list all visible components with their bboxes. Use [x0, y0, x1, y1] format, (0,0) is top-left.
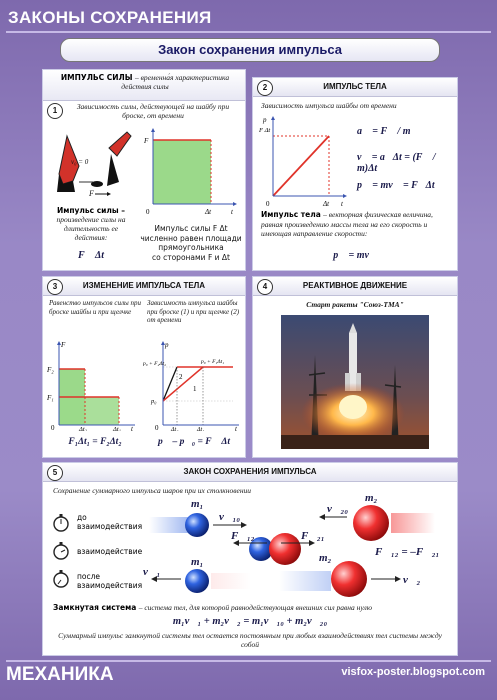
conservation-formula: m₁v⃗₁ + m₂v⃗₂ = m₁v⃗₁₀ + m₂v⃗₂₀	[172, 616, 328, 627]
label-f12: F⃗₁₂	[231, 530, 255, 542]
closed-system-definition	[53, 603, 453, 612]
footer-title: МЕХАНИКА	[6, 664, 114, 685]
phase-before-label: до взаимодействия	[77, 513, 143, 531]
label-m1-before: m₁	[191, 498, 204, 510]
closed-system-bold: Замкнутая система	[53, 603, 137, 612]
panel3-eq-right: p⃗ – p⃗₀ = F⃗ Δt	[158, 437, 230, 447]
panel2-definition	[261, 210, 453, 239]
panel1-note-line3: прямоугольника	[158, 243, 224, 252]
panel1-heading	[43, 70, 245, 101]
ball-m1-before	[185, 513, 209, 537]
graph4-p0f: p₀ + F₁Δt₁	[201, 359, 225, 365]
graph1-axis-t: t	[231, 208, 233, 216]
phase-during-label: взаимодействие	[77, 547, 143, 556]
graph3-axis-o: 0	[51, 424, 55, 431]
label-v20: v⃗₂₀	[327, 503, 349, 515]
graph2-axis-dt: Δt	[323, 200, 330, 208]
panel2-subtitle: Зависимость импульса шайбы от времени	[261, 101, 397, 110]
impulse-equality-graph	[47, 339, 139, 431]
panel-momentum-change	[42, 276, 246, 458]
panel4-number: 4	[257, 279, 273, 295]
label-m2-before: m₂	[365, 492, 378, 504]
momentum-compare-graph	[143, 339, 243, 431]
bottom-divider	[6, 660, 491, 662]
panel1-note-line4: со сторонами F и Δt	[152, 252, 230, 262]
section-title: ЗАКОНЫ СОХРАНЕНИЯ	[8, 8, 212, 27]
panel2-def-formula: p⃗ = mv⃗	[333, 250, 377, 261]
label-m1-after: m₁	[191, 556, 204, 568]
panel5-subtitle: Сохранение суммарного импульса шаров при их столкновении	[53, 486, 252, 495]
label-newton3: F⃗₁₂ = –F⃗₂₁	[375, 546, 440, 558]
ball-collision-diagram	[139, 491, 453, 603]
graph4-axis-o: 0	[155, 424, 159, 431]
graph4-dt1: Δt₁	[197, 427, 205, 431]
ball-m2-after	[331, 561, 367, 597]
graph2-axis-fdt: F Δt	[259, 127, 271, 134]
graph1-axis-f: F	[144, 137, 149, 145]
panel1-subtitle: Зависимость силы, действующей на шайбу при броске, от времени	[76, 102, 230, 120]
panel3-eq-left: F₁Δt₁ = F₂Δt₂	[68, 437, 122, 447]
graph4-lbl2: 2	[179, 373, 183, 381]
rocket-body	[349, 333, 357, 391]
hockey-puck-illustration	[49, 126, 139, 206]
panel1-note-line1: Импульс силы F Δt	[154, 224, 228, 233]
graph4-p0: p₀	[151, 398, 157, 405]
graph3-f1: F₁	[47, 394, 54, 402]
graph1-axis-dt: Δt	[205, 208, 212, 216]
panel1-def-rest: произведение силы на длительность ее действия:	[56, 215, 126, 242]
stopwatch-icon	[51, 541, 71, 561]
force-area-rect	[153, 140, 211, 204]
graph2-axis-o: 0	[266, 200, 270, 208]
footer-website: visfox-poster.blogspot.com	[341, 666, 485, 678]
panel1-note	[139, 224, 243, 262]
label-v1: v⃗₁	[143, 566, 161, 578]
ball-m2-collide	[269, 533, 301, 565]
panel2-eq2: v⃗ = a⃗Δt = (F⃗ / m)Δt	[357, 152, 436, 174]
panel1-def-formula: F⃗ Δt	[78, 250, 104, 261]
panel4-caption: Старт ракеты "Союз-ТМА"	[306, 300, 404, 309]
graph3-f2: F₂	[47, 366, 54, 374]
ball-m2-before	[353, 505, 389, 541]
panel1-number: 1	[47, 103, 63, 119]
label-v10: v⃗₁₀	[219, 511, 241, 523]
phase-after-label: после взаимодействия	[77, 572, 143, 590]
panel3-number: 3	[47, 279, 63, 295]
puck-v0-label: v₀ = 0	[71, 158, 89, 166]
graph3-axis-t: t	[131, 425, 133, 431]
panel5-summary: Суммарный импульс замкнутой системы тел остается постоянным при любых взаимодействиях тел системы между собой	[58, 631, 442, 649]
graph4-dt2: Δt₂	[171, 427, 179, 431]
graph1-axis-o: 0	[146, 208, 150, 216]
momentum-time-graph	[259, 114, 349, 212]
graph4-axis-p: p	[165, 341, 169, 349]
panel-body-momentum	[252, 77, 458, 271]
graph4-p0f2: p₀ + F₂Δt₂	[143, 361, 167, 367]
rocket-launch-photo	[281, 315, 429, 449]
panel5-heading: ЗАКОН СОХРАНЕНИЯ ИМПУЛЬСА	[43, 463, 457, 482]
impulse-area-1	[59, 397, 119, 425]
panel-conservation-law	[42, 462, 458, 656]
panel1-heading-bold: ИМПУЛЬС СИЛЫ	[60, 73, 133, 82]
graph4-lbl1: 1	[193, 385, 197, 393]
panel1-definition	[47, 206, 135, 242]
panel2-def-rest: – векторная физическая величина, равная произведению массы тела на его скорость и имеющая направление скорости:	[261, 210, 433, 238]
graph2-axis-t: t	[341, 200, 343, 208]
graph2-axis-p: p	[263, 116, 267, 124]
stopwatch-icon	[51, 569, 71, 589]
label-f21: F⃗₂₁	[301, 530, 325, 542]
panel2-def-bold: Импульс тела	[261, 210, 321, 219]
momentum-line	[273, 136, 329, 196]
label-v2: v⃗₂	[403, 574, 421, 586]
panel5-number: 5	[47, 465, 63, 481]
panel2-eq1: a⃗ = F⃗ / m	[357, 126, 411, 137]
momentum-curve-1	[163, 367, 203, 401]
ball-m1-after	[185, 569, 209, 593]
panel2-eq3: p⃗ = mv⃗ = F⃗Δt	[357, 180, 435, 191]
panel2-heading: ИМПУЛЬС ТЕЛА	[253, 78, 457, 97]
stopwatch-icon	[51, 513, 71, 533]
label-m2-after: m₂	[319, 552, 332, 564]
puck-force-label: F	[89, 189, 94, 198]
panel3-heading: ИЗМЕНЕНИЕ ИМПУЛЬСА ТЕЛА	[43, 277, 245, 296]
panel1-def-bold: Импульс силы –	[56, 206, 126, 215]
panel-impulse-of-force	[42, 69, 246, 271]
graph3-dt2: Δt₂	[79, 426, 87, 431]
graph4-axis-t: t	[235, 425, 237, 431]
panel-jet-propulsion	[252, 276, 458, 458]
graph3-axis-f: F	[61, 341, 66, 349]
top-divider	[6, 31, 491, 33]
panel3-subtitle-left: Равенство импульсов силы при броске шайбы и при щелчке	[49, 299, 141, 316]
panel4-heading: РЕАКТИВНОЕ ДВИЖЕНИЕ	[253, 277, 457, 296]
panel1-note-line2: численно равен площади	[140, 233, 242, 243]
panel2-number: 2	[257, 80, 273, 96]
panel3-subtitle-right: Зависимость импульса шайбы при броске (1) и при щелчке (2) от времени	[147, 299, 240, 324]
panel1-heading-rest: – временна́я характеристика действия силы	[121, 73, 230, 91]
force-time-graph	[143, 128, 239, 220]
closed-system-rest: – система тел, для которой равнодействующая внешних сил равна нулю	[138, 603, 373, 612]
graph3-dt1: Δt₁	[113, 426, 121, 431]
banner-title: Закон сохранения импульса	[60, 38, 440, 62]
